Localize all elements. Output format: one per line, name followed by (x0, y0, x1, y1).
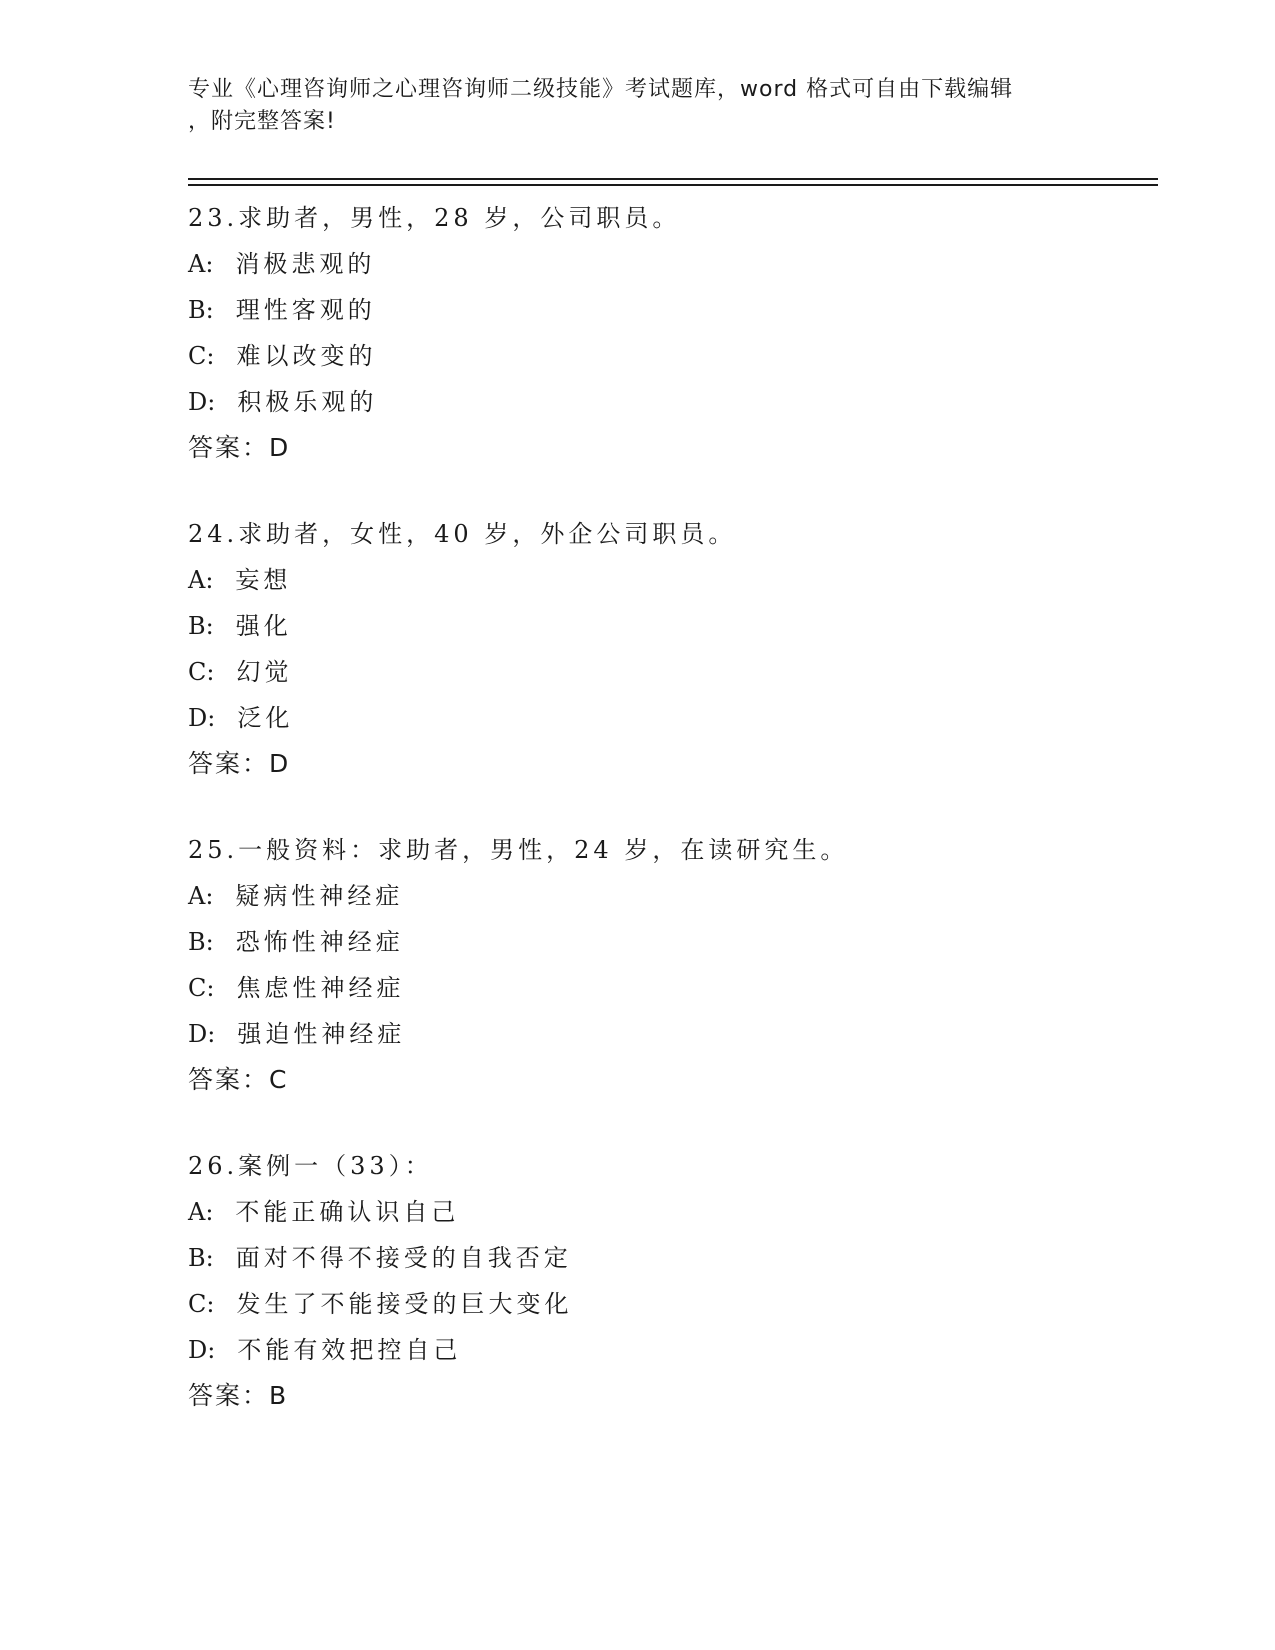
question-list (188, 195, 1148, 1419)
option-letter: C: (188, 658, 215, 686)
option-c (188, 965, 1148, 1011)
option-letter: B: (188, 1244, 214, 1272)
question-23 (188, 195, 1148, 471)
option-text: 恐怖性神经症 (235, 928, 404, 956)
option-letter: D: (188, 1020, 216, 1048)
option-text: 焦虑性神经症 (236, 974, 405, 1002)
question-26 (188, 1143, 1148, 1419)
option-letter: A: (188, 250, 214, 278)
option-b (188, 919, 1148, 965)
option-letter: C: (188, 974, 215, 1002)
option-text: 消极悲观的 (235, 250, 376, 278)
option-letter: A: (188, 1198, 214, 1226)
option-d (188, 1327, 1148, 1373)
option-text: 幻觉 (236, 658, 293, 686)
option-b (188, 287, 1148, 333)
question-stem: 25.一般资料：求助者，男性，24 岁，在读研究生。 (188, 836, 849, 864)
option-letter: B: (188, 296, 214, 324)
option-letter: D: (188, 704, 216, 732)
header-divider-bottom (188, 184, 1158, 186)
header-line-1: 专业《心理咨询师之心理咨询师二级技能》考试题库，word 格式可自由下载编辑 (188, 77, 1014, 102)
option-text: 理性客观的 (235, 296, 376, 324)
option-letter: A: (188, 882, 214, 910)
option-a (188, 557, 1148, 603)
option-text: 泛化 (237, 704, 294, 732)
option-d (188, 379, 1148, 425)
option-letter: B: (188, 612, 214, 640)
question-stem: 23.求助者，男性，28 岁，公司职员。 (188, 204, 681, 232)
option-c (188, 649, 1148, 695)
answer-line: 答案：D (188, 749, 291, 778)
answer-line: 答案：D (188, 433, 291, 462)
option-text: 难以改变的 (236, 342, 377, 370)
option-d (188, 695, 1148, 741)
option-text: 面对不得不接受的自我否定 (235, 1244, 572, 1272)
option-b (188, 1235, 1148, 1281)
document-header (188, 74, 1088, 138)
answer-line: 答案：C (188, 1065, 289, 1094)
option-a (188, 1189, 1148, 1235)
header-divider-top (188, 178, 1158, 180)
option-text: 强化 (235, 612, 292, 640)
option-letter: A: (188, 566, 214, 594)
option-b (188, 603, 1148, 649)
option-text: 强迫性神经症 (237, 1020, 406, 1048)
option-a (188, 873, 1148, 919)
option-c (188, 1281, 1148, 1327)
option-letter: C: (188, 1290, 215, 1318)
header-line-2: ，附完整答案! (188, 109, 336, 134)
question-stem: 24.求助者，女性，40 岁，外企公司职员。 (188, 520, 737, 548)
option-text: 不能有效把控自己 (237, 1336, 462, 1364)
option-letter: B: (188, 928, 214, 956)
option-a (188, 241, 1148, 287)
option-letter: D: (188, 1336, 216, 1364)
option-text: 疑病性神经症 (235, 882, 404, 910)
option-c (188, 333, 1148, 379)
question-24 (188, 511, 1148, 787)
answer-line: 答案：B (188, 1381, 289, 1410)
option-d (188, 1011, 1148, 1057)
option-letter: D: (188, 388, 216, 416)
option-text: 积极乐观的 (237, 388, 378, 416)
option-text: 发生了不能接受的巨大变化 (236, 1290, 573, 1318)
option-letter: C: (188, 342, 215, 370)
option-text: 不能正确认识自己 (235, 1198, 460, 1226)
question-stem: 26.案例一（33）： (188, 1152, 433, 1180)
option-text: 妄想 (235, 566, 292, 594)
question-25 (188, 827, 1148, 1103)
